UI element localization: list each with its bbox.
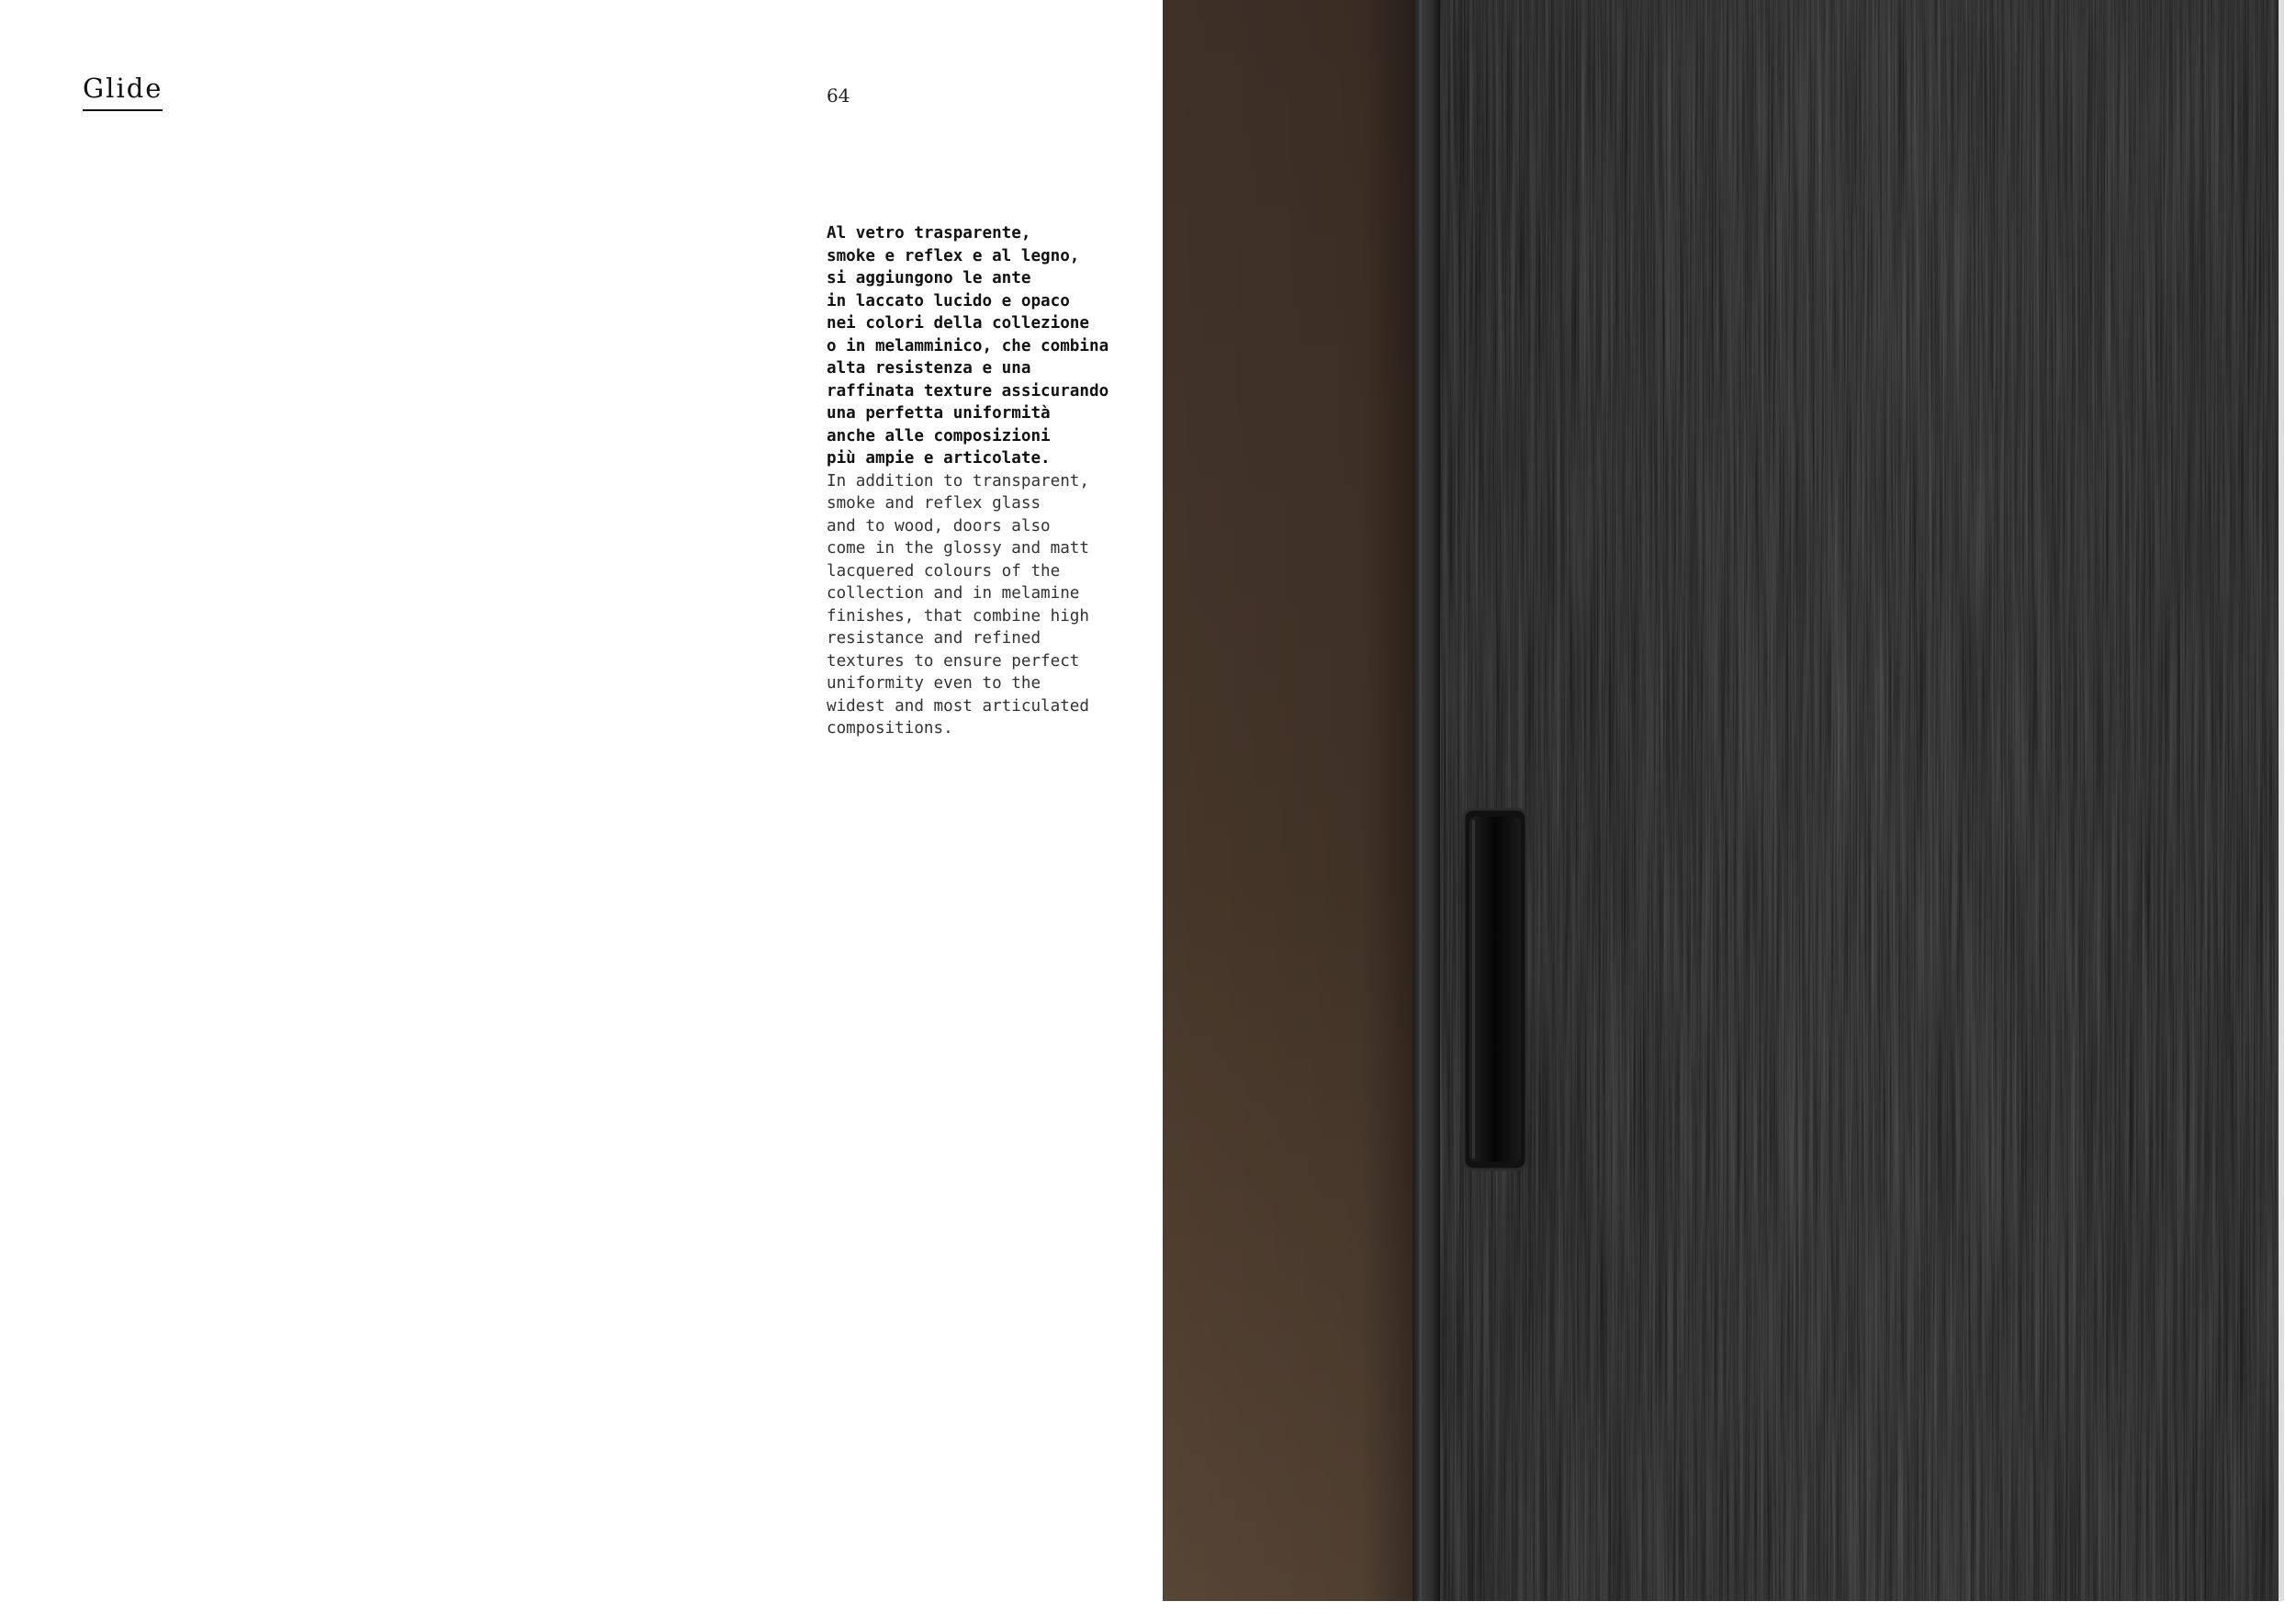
english-line: uniformity even to the [827, 674, 1041, 693]
italian-line: più ampie e articolate. [827, 449, 1051, 468]
english-line: textures to ensure perfect [827, 651, 1080, 671]
english-line: lacquered colours of the [827, 561, 1061, 581]
italian-line: smoke e reflex e al legno, [827, 246, 1080, 265]
italian-line: si aggiungono le ante [827, 269, 1031, 288]
english-line: come in the glossy and matt [827, 539, 1089, 558]
door-photo [1163, 0, 2284, 1601]
english-line: compositions. [827, 719, 953, 738]
english-line: resistance and refined [827, 629, 1041, 648]
italian-line: una perfetta uniformità [827, 404, 1051, 423]
italian-line: Al vetro trasparente, [827, 224, 1031, 242]
english-paragraph [827, 470, 1130, 740]
italian-line: anche alle composizioni [827, 426, 1051, 445]
description-text-block [827, 222, 1130, 740]
italian-line: nei colori della collezione [827, 314, 1089, 333]
italian-line: raffinata texture assicurando [827, 381, 1109, 400]
english-line: finishes, that combine high [827, 606, 1089, 626]
brand-title: Glide [83, 73, 163, 111]
page-number: 64 [827, 85, 850, 107]
english-line: smoke and reflex glass [827, 494, 1041, 513]
italian-line: o in melamminico, che combina [827, 336, 1109, 355]
english-line: In addition to transparent, [827, 471, 1089, 491]
italian-paragraph [827, 222, 1130, 470]
english-line: and to wood, doors also [827, 516, 1051, 536]
english-line: widest and most articulated [827, 696, 1089, 716]
door-photo-illustration [1163, 0, 2284, 1601]
italian-line: alta resistenza e una [827, 359, 1031, 378]
italian-line: in laccato lucido e opaco [827, 291, 1070, 310]
door-frame [1412, 0, 1440, 1601]
english-line: collection and in melamine [827, 584, 1080, 603]
